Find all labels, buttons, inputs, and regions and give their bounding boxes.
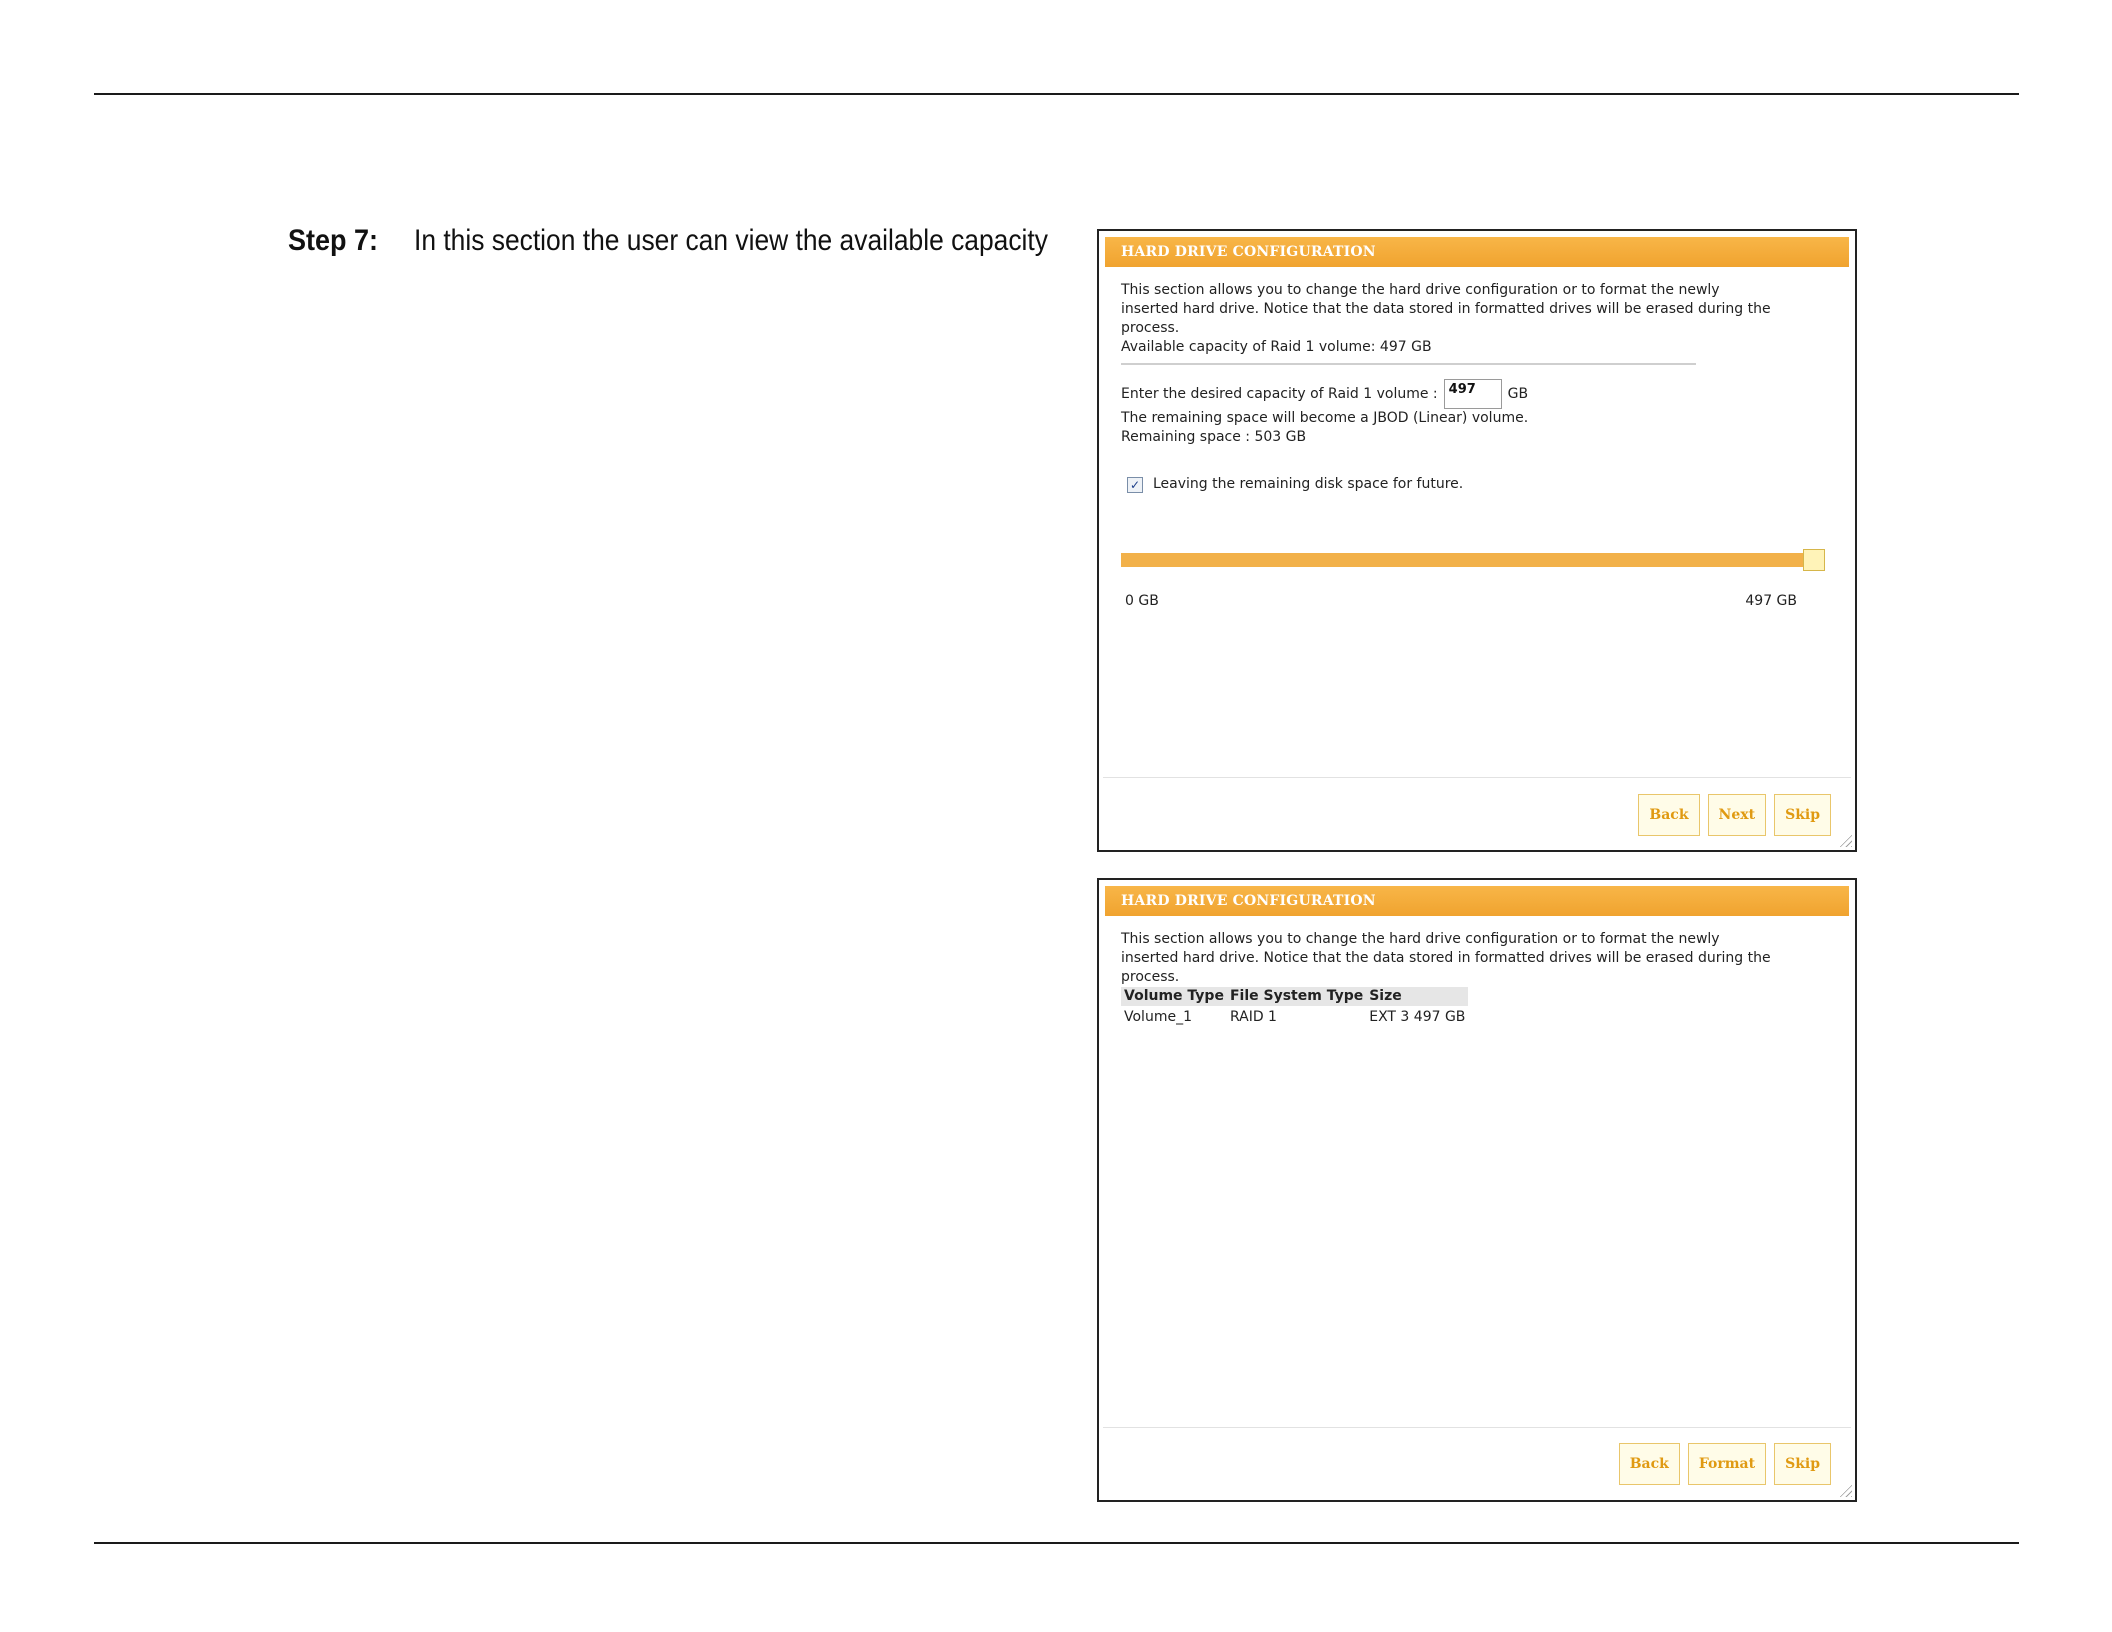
panel-header: HARD DRIVE CONFIGURATION [1105, 237, 1849, 267]
leave-space-checkbox[interactable]: ✓ [1127, 477, 1143, 493]
bottom-rule [94, 1542, 2019, 1544]
panel-header: HARD DRIVE CONFIGURATION [1105, 886, 1849, 916]
table-header-row [1121, 987, 1468, 1006]
step-label: Step 7: [288, 224, 379, 257]
column-header: Size [1366, 987, 1468, 1006]
capacity-unit: GB [1507, 385, 1529, 402]
leave-space-option[interactable] [1121, 475, 1825, 494]
hard-drive-config-panel-capacity [1097, 229, 1857, 852]
checkbox-label: Leaving the remaining disk space for future. [1153, 476, 1464, 492]
footer-divider [1103, 777, 1851, 778]
panel-body [1121, 930, 1825, 1028]
resize-grip-icon[interactable] [1838, 833, 1852, 847]
table-cell: EXT 3 497 GB [1369, 1009, 1466, 1025]
capacity-prompt: Enter the desired capacity of Raid 1 volume : [1121, 385, 1438, 402]
capacity-row [1121, 379, 1825, 409]
format-button[interactable]: Format [1688, 1443, 1766, 1485]
divider [1121, 363, 1696, 365]
skip-button[interactable]: Skip [1774, 1443, 1831, 1485]
intro-line: process. [1121, 320, 1180, 336]
table-cell: RAID 1 [1229, 1009, 1277, 1025]
intro-line: inserted hard drive. Notice that the data stored in formatted drives will be erased during the [1121, 950, 1771, 966]
table-row [1121, 1006, 1468, 1028]
skip-button[interactable]: Skip [1774, 794, 1831, 836]
column-header: File System Type [1227, 987, 1366, 1006]
slider-max-label: 497 GB [1745, 593, 1797, 609]
back-button[interactable]: Back [1638, 794, 1699, 836]
panel-body [1121, 281, 1825, 494]
footer-divider [1103, 1427, 1851, 1428]
step-description: In this section the user can view the available capacity [414, 224, 1048, 257]
next-button[interactable]: Next [1708, 794, 1767, 836]
capacity-input[interactable] [1444, 379, 1502, 409]
remaining-space: Remaining space : 503 GB [1121, 429, 1307, 445]
available-capacity: Available capacity of Raid 1 volume: 497 GB [1121, 339, 1432, 355]
slider-fill [1121, 553, 1811, 567]
button-row [1638, 794, 1831, 836]
hard-drive-config-panel-summary [1097, 878, 1857, 1502]
slider-handle[interactable] [1803, 549, 1825, 571]
column-header: Volume Type [1121, 987, 1227, 1006]
back-button[interactable]: Back [1619, 1443, 1680, 1485]
remaining-note: The remaining space will become a JBOD (Linear) volume. [1121, 410, 1529, 426]
table-cell: Volume_1 [1124, 1009, 1192, 1025]
top-rule [94, 93, 2019, 95]
capacity-slider[interactable] [1121, 553, 1811, 567]
intro-line: This section allows you to change the hard drive configuration or to format the newly [1121, 931, 1720, 947]
intro-line: inserted hard drive. Notice that the data stored in formatted drives will be erased during the [1121, 301, 1771, 317]
intro-line: This section allows you to change the hard drive configuration or to format the newly [1121, 282, 1720, 298]
resize-grip-icon[interactable] [1838, 1483, 1852, 1497]
slider-min-label: 0 GB [1125, 593, 1159, 609]
intro-line: process. [1121, 969, 1180, 985]
button-row [1619, 1443, 1831, 1485]
volume-table [1121, 987, 1468, 1028]
